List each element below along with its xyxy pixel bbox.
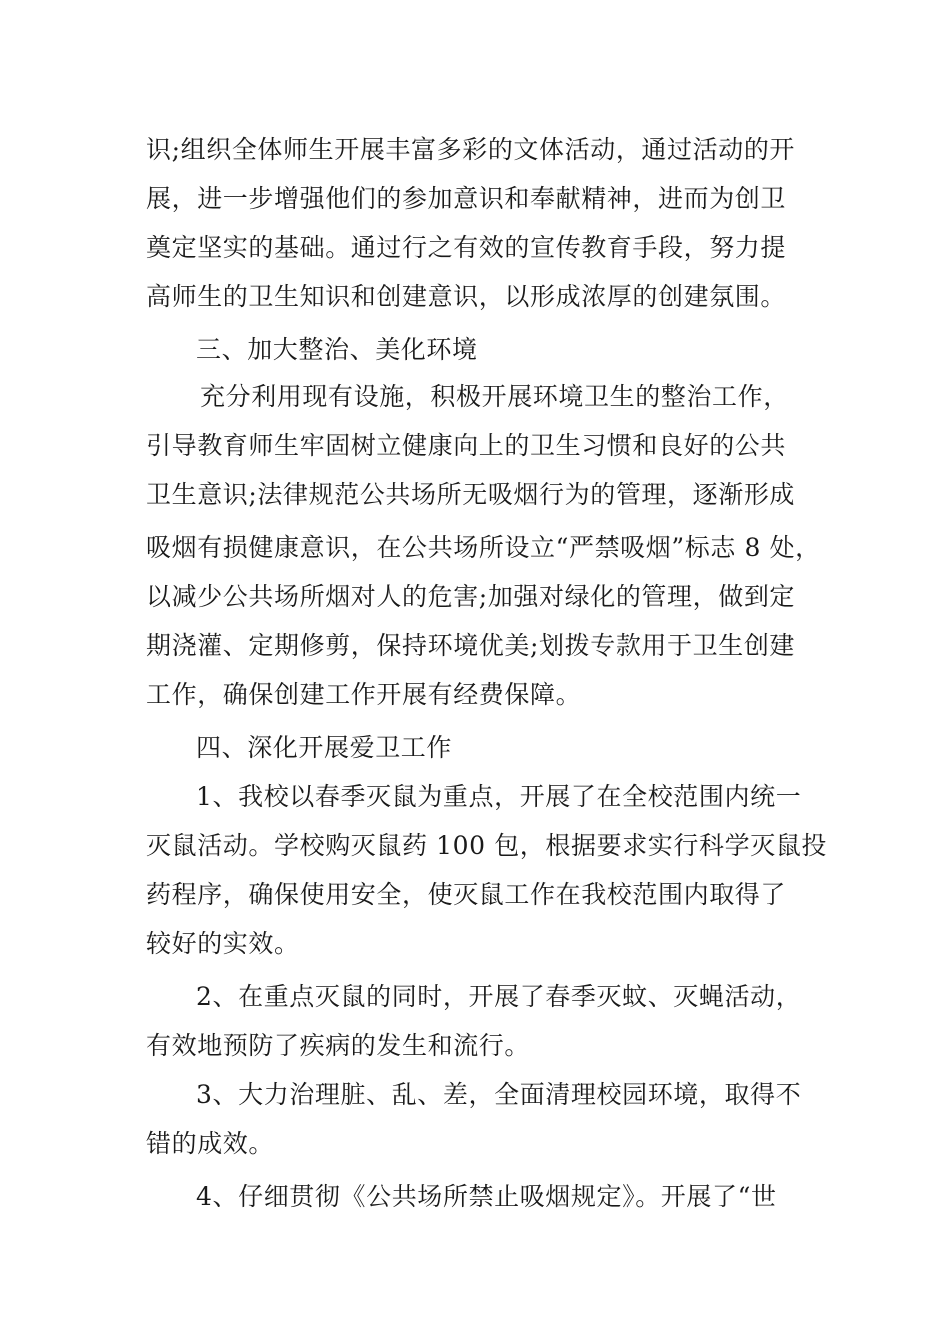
list-item-line: 3、大力治理脏、乱、差，全面清理校园环境，取得不 bbox=[196, 1080, 802, 1109]
paragraph-line: 工作，确保创建工作开展有经费保障。 bbox=[146, 680, 582, 709]
list-item-line: 2、在重点灭鼠的同时，开展了春季灭蚊、灭蝇活动， bbox=[196, 982, 802, 1011]
section-heading: 四、深化开展爱卫工作 bbox=[196, 733, 453, 762]
paragraph-line: 以减少公共场所烟对人的危害;加强对绿化的管理，做到定 bbox=[146, 582, 796, 611]
list-item-line: 错的成效。 bbox=[146, 1129, 275, 1158]
paragraph-line: 奠定坚实的基础。通过行之有效的宣传教育手段，努力提 bbox=[146, 233, 787, 262]
list-item-line: 有效地预防了疾病的发生和流行。 bbox=[146, 1031, 531, 1060]
list-item-line: 灭鼠活动。学校购灭鼠药 100 包，根据要求实行科学灭鼠投 bbox=[146, 831, 828, 860]
paragraph-line: 展，进一步增强他们的参加意识和奉献精神，进而为创卫 bbox=[146, 184, 787, 213]
paragraph-line: 充分利用现有设施，积极开展环境卫生的整治工作， bbox=[200, 382, 789, 411]
list-item-line: 药程序，确保使用安全，使灭鼠工作在我校范围内取得了 bbox=[146, 880, 787, 909]
paragraph-line: 高师生的卫生知识和创建意识，以形成浓厚的创建氛围。 bbox=[146, 282, 787, 311]
section-heading: 三、加大整治、美化环境 bbox=[196, 335, 478, 364]
paragraph-line: 卫生意识;法律规范公共场所无吸烟行为的管理，逐渐形成 bbox=[146, 480, 796, 509]
paragraph-line: 吸烟有损健康意识，在公共场所设立“严禁吸烟”标志 8 处， bbox=[146, 533, 821, 562]
paragraph-line: 期浇灌、定期修剪，保持环境优美;划拨专款用于卫生创建 bbox=[146, 631, 796, 660]
paragraph-line: 引导教育师生牢固树立健康向上的卫生习惯和良好的公共 bbox=[146, 431, 787, 460]
list-item-line: 1、我校以春季灭鼠为重点，开展了在全校范围内统一 bbox=[196, 782, 802, 811]
list-item-line: 4、仔细贯彻《公共场所禁止吸烟规定》。开展了“世 bbox=[196, 1182, 777, 1211]
list-item-line: 较好的实效。 bbox=[146, 929, 300, 958]
paragraph-line: 识;组织全体师生开展丰富多彩的文体活动，通过活动的开 bbox=[146, 135, 796, 164]
